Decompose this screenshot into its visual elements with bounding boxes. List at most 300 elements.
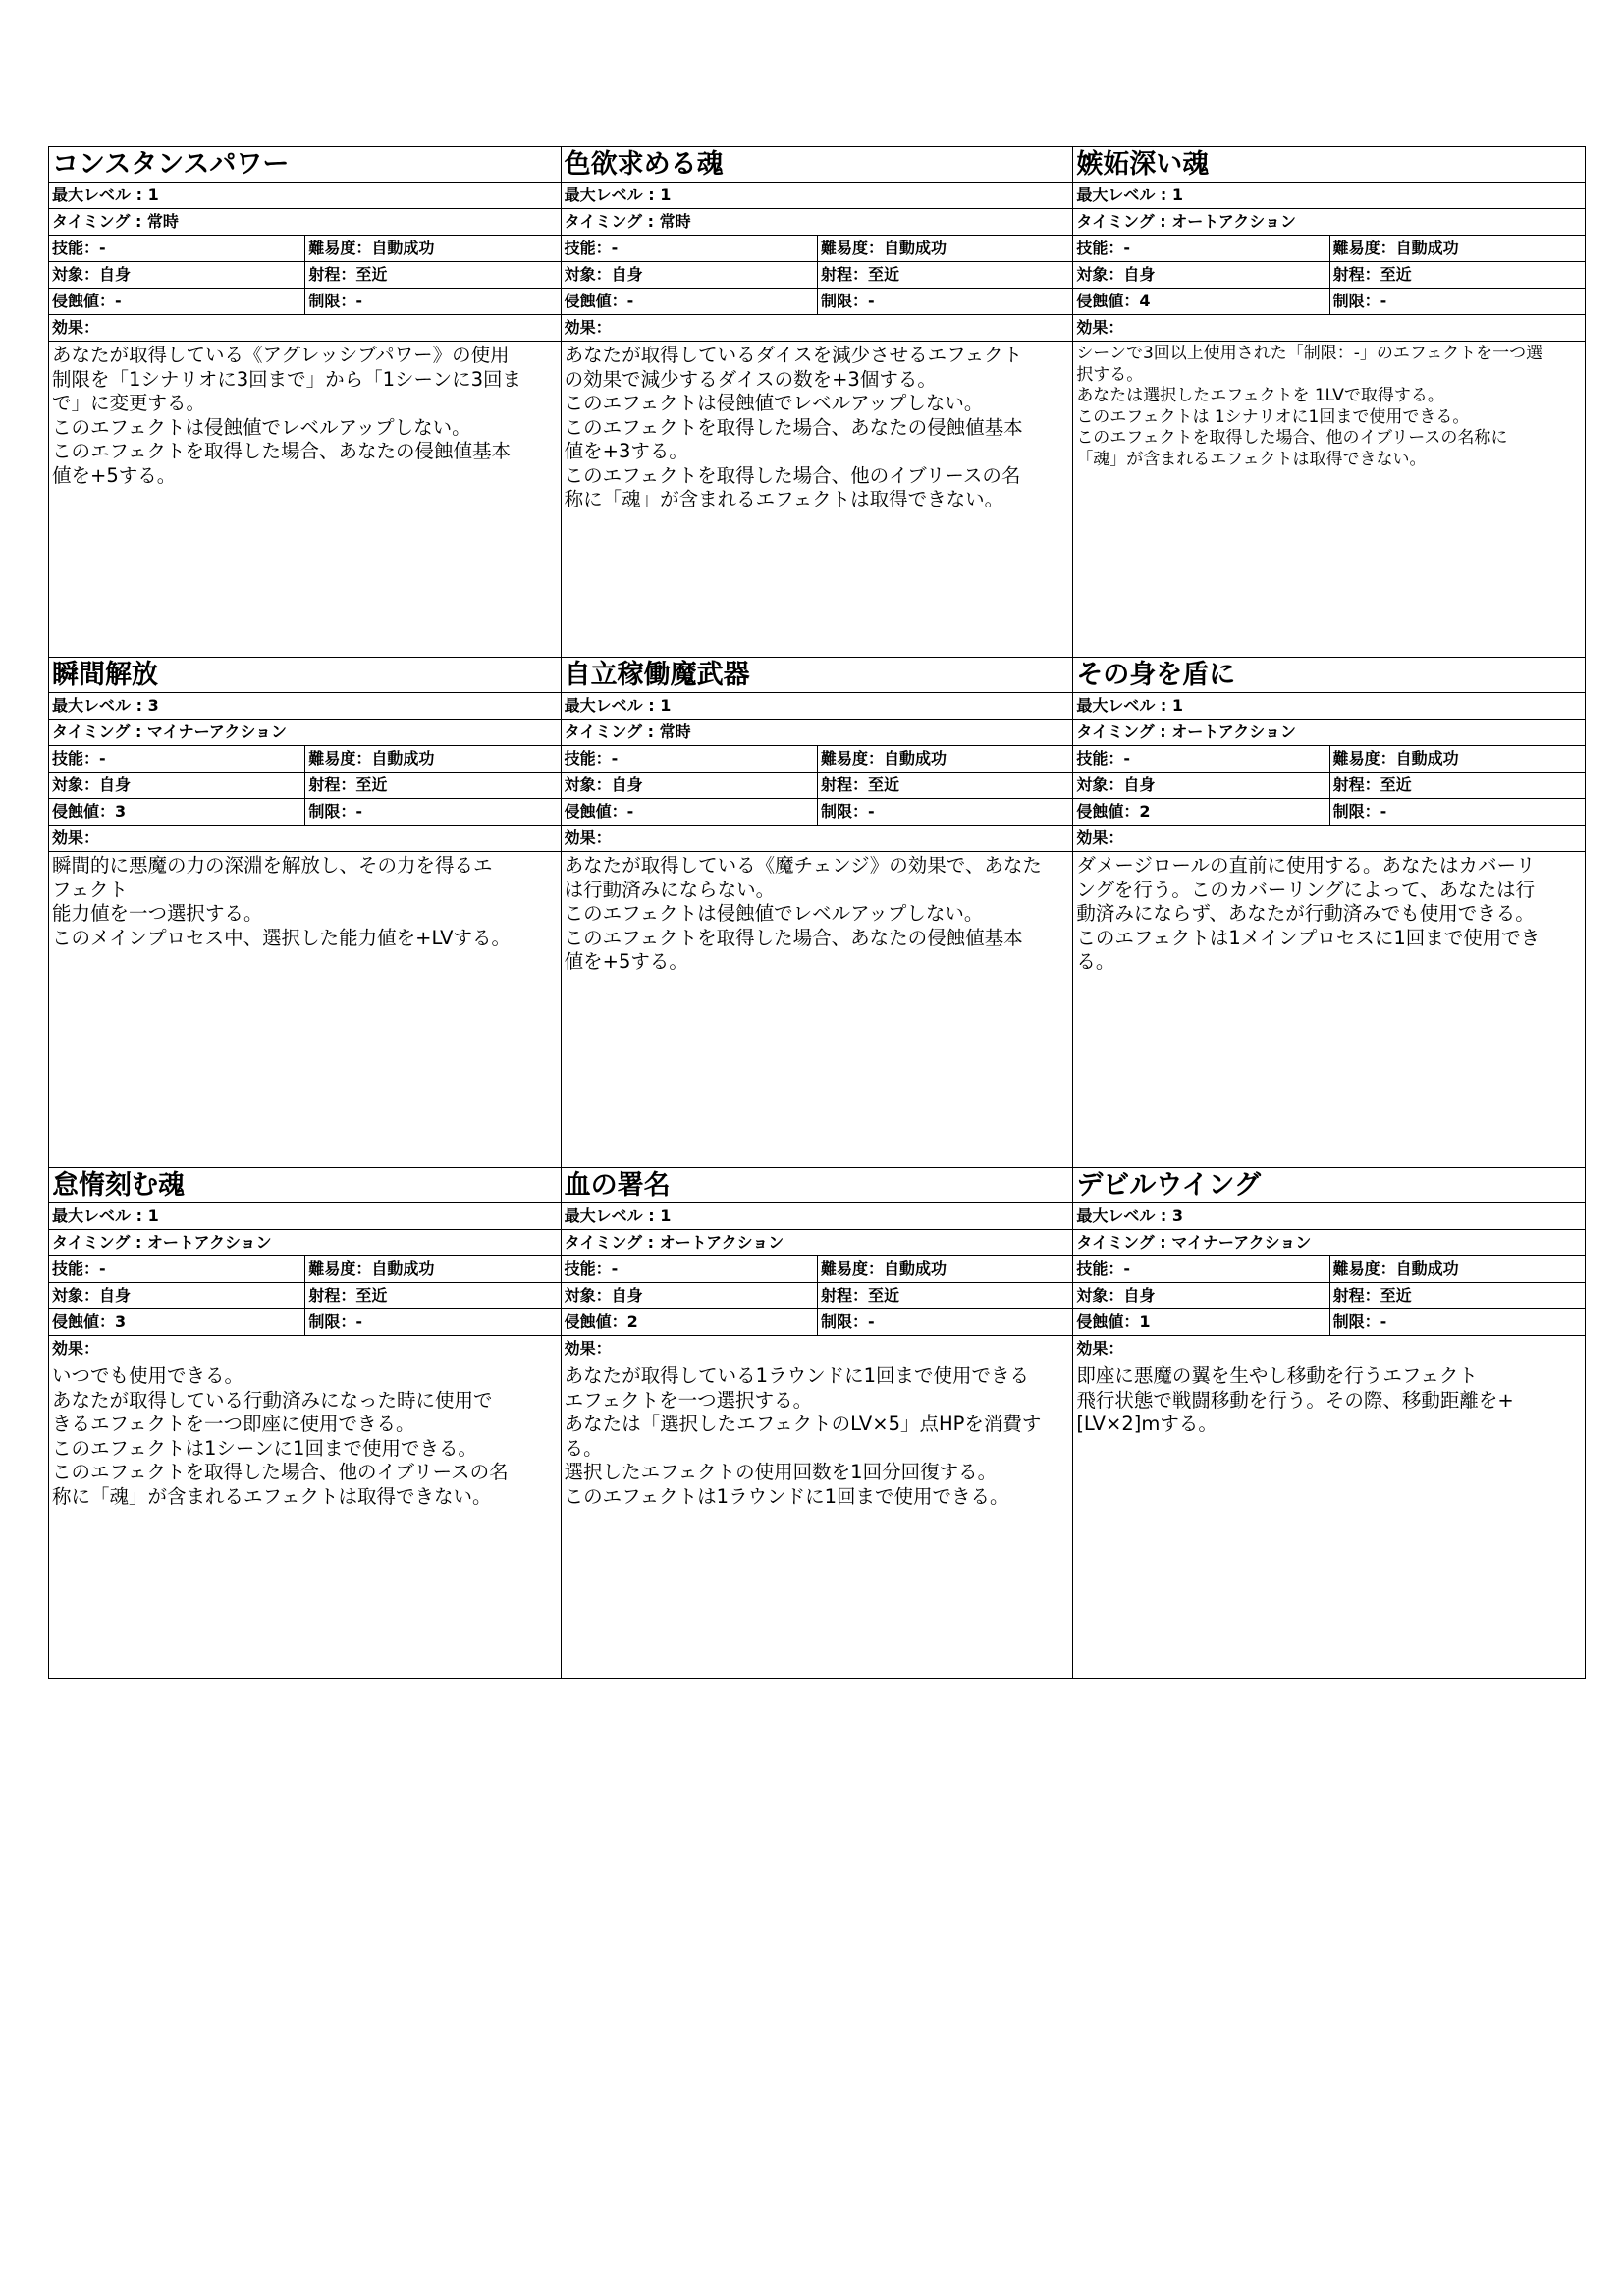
difficulty [817, 746, 1072, 772]
card-row [49, 658, 1586, 1168]
effect-line: 値を+3する。 [564, 440, 688, 462]
difficulty [817, 236, 1072, 261]
skill-row [562, 236, 1073, 262]
difficulty-label: 難易度： [820, 749, 884, 768]
range-label: 射程： [308, 1286, 356, 1305]
target-row [1073, 262, 1585, 289]
difficulty-label: 難易度： [1332, 1259, 1396, 1278]
erosion-label: 侵蝕値： [1076, 802, 1140, 821]
effect-line: の効果で減少するダイスの数を+3個する。 [564, 367, 937, 391]
erosion-value: 3 [115, 1312, 127, 1331]
target-value: 自身 [99, 775, 132, 794]
limit-label: 制限： [308, 1312, 356, 1331]
range-label: 射程： [308, 775, 356, 794]
effect-description [562, 852, 1073, 1167]
limit-value: - [1380, 802, 1387, 821]
limit-label: 制限： [820, 1312, 868, 1331]
effect-title: 嫉妬深い魂 [1073, 147, 1585, 183]
range-label: 射程： [1332, 1286, 1380, 1305]
erosion-label: 侵蝕値： [1076, 292, 1140, 310]
timing-label: タイミング [52, 212, 131, 231]
max-level-label: 最大レベル [52, 696, 132, 715]
erosion [49, 289, 304, 314]
effect-line: 制限を「1シナリオに3回まで」から「1シーンに3回ま [52, 367, 522, 391]
erosion-row [49, 799, 561, 826]
effect-line: フェクト [52, 878, 129, 901]
timing-row: タイミング : オートアクション [1073, 720, 1585, 746]
target [562, 262, 817, 288]
skill [49, 1256, 304, 1282]
max-level-label: 最大レベル [1076, 1206, 1156, 1225]
effect-title: コンスタンスパワー [49, 147, 561, 183]
effect-card [1073, 1168, 1586, 1679]
effect-card [49, 658, 562, 1168]
target-label: 対象： [564, 775, 612, 794]
skill [1073, 1256, 1328, 1282]
target-value: 自身 [99, 265, 132, 284]
limit [1329, 799, 1585, 825]
effect-description [49, 342, 561, 657]
target [1073, 773, 1328, 798]
difficulty-label: 難易度： [1332, 749, 1396, 768]
limit-label: 制限： [308, 292, 356, 310]
effect-line: このエフェクトは侵蝕値でレベルアップしない。 [564, 392, 984, 414]
effect-title: デビルウイング [1073, 1168, 1585, 1203]
limit-value: - [868, 1312, 875, 1331]
erosion [1073, 289, 1328, 314]
limit-value: - [868, 292, 875, 310]
skill [49, 236, 304, 261]
difficulty-value: 自動成功 [1395, 749, 1459, 768]
range-value: 至近 [868, 265, 900, 284]
skill-label: 技能： [564, 749, 612, 768]
skill-row [562, 746, 1073, 773]
target-value: 自身 [1123, 265, 1156, 284]
erosion-row [562, 799, 1073, 826]
effect-line: シーンで3回以上使用された「制限：-」のエフェクトを一つ選 [1076, 344, 1543, 363]
effect-line: 択する。 [1076, 364, 1144, 385]
range-value: 至近 [868, 1286, 900, 1305]
range-value: 至近 [355, 775, 388, 794]
erosion [49, 799, 304, 825]
effect-description [562, 1362, 1073, 1678]
range [1329, 262, 1585, 288]
timing-value: マイナーアクション [146, 722, 288, 741]
effect-line: あなたは選択したエフェクトを 1LVで取得する。 [1076, 386, 1444, 405]
limit [817, 289, 1072, 314]
target [49, 262, 304, 288]
effect-line: このエフェクトを取得した場合、他のイブリースの名 [564, 463, 1021, 487]
range [304, 262, 560, 288]
target [562, 773, 817, 798]
effect-line: このエフェクトは1メインプロセスに1回まで使用でき [1076, 926, 1541, 949]
target-label: 対象： [52, 265, 100, 284]
timing-label: タイミング [564, 212, 643, 231]
skill-value: - [99, 1259, 106, 1278]
max-level-value: 1 [1171, 186, 1184, 204]
effect-line: あなたが取得している《魔チェンジ》の効果で、あなた [564, 854, 1042, 877]
limit [304, 289, 560, 314]
effect-label: 効果： [49, 826, 561, 852]
skill [1073, 236, 1328, 261]
effect-card-sheet [48, 146, 1586, 1679]
range-label: 射程： [1332, 265, 1380, 284]
erosion-value: 4 [1139, 292, 1151, 310]
difficulty-value: 自動成功 [884, 239, 947, 257]
max-level-row: 最大レベル : 3 [49, 693, 561, 720]
difficulty-value: 自動成功 [371, 1259, 435, 1278]
difficulty-label: 難易度： [308, 239, 372, 257]
timing-value: オートアクション [1171, 722, 1296, 741]
effect-line: このエフェクトを取得した場合、他のイブリースの名称に [1076, 428, 1508, 448]
effect-title: 血の署名 [562, 1168, 1073, 1203]
difficulty [817, 1256, 1072, 1282]
effect-line: る。 [1076, 950, 1115, 973]
target-label: 対象： [52, 1286, 100, 1305]
skill-row [562, 1256, 1073, 1283]
max-level-label: 最大レベル [52, 1206, 132, 1225]
max-level-row: 最大レベル : 1 [49, 183, 561, 209]
effect-line: 値を+5する。 [52, 463, 177, 487]
erosion-row [1073, 799, 1585, 826]
skill [562, 746, 817, 772]
range-value: 至近 [355, 1286, 388, 1305]
erosion-value: 1 [1139, 1312, 1151, 1331]
target-value: 自身 [1123, 775, 1156, 794]
timing-label: タイミング [52, 1233, 131, 1252]
max-level-label: 最大レベル [1076, 696, 1156, 715]
skill [49, 746, 304, 772]
skill [562, 236, 817, 261]
timing-value: オートアクション [1171, 212, 1296, 231]
range [817, 262, 1072, 288]
effect-card [562, 147, 1074, 658]
erosion-row [1073, 289, 1585, 315]
card-row [49, 1168, 1586, 1679]
target-label: 対象： [564, 265, 612, 284]
effect-line: このエフェクトを取得した場合、あなたの侵蝕値基本 [564, 926, 1023, 949]
timing-value: 常時 [659, 722, 691, 741]
effect-line: 称に「魂」が含まれるエフェクトは取得できない。 [564, 488, 1004, 510]
effect-title: 自立稼働魔武器 [562, 658, 1073, 693]
skill-value: - [99, 749, 106, 768]
timing-row: タイミング : 常時 [49, 209, 561, 236]
max-level-row: 最大レベル : 1 [49, 1203, 561, 1230]
effect-title: 色欲求める魂 [562, 147, 1073, 183]
timing-label: タイミング [1076, 722, 1155, 741]
erosion-value: 2 [626, 1312, 638, 1331]
timing-row: タイミング : 常時 [562, 209, 1073, 236]
effect-line: このエフェクトは1シーンに1回まで使用できる。 [52, 1436, 477, 1460]
range [1329, 773, 1585, 798]
card-row [49, 147, 1586, 658]
timing-row: タイミング : オートアクション [49, 1230, 561, 1256]
effect-card [49, 1168, 562, 1679]
skill-value: - [1123, 749, 1130, 768]
limit-label: 制限： [1332, 292, 1380, 310]
max-level-row: 最大レベル : 1 [1073, 183, 1585, 209]
limit-label: 制限： [1332, 1312, 1380, 1331]
timing-row: タイミング : オートアクション [1073, 209, 1585, 236]
skill-value: - [1123, 1259, 1130, 1278]
erosion [562, 799, 817, 825]
erosion-value: 3 [115, 802, 127, 821]
skill-label: 技能： [52, 749, 100, 768]
effect-line: いつでも使用できる。 [52, 1364, 244, 1387]
erosion-label: 侵蝕値： [52, 802, 116, 821]
skill-value: - [1123, 239, 1130, 257]
skill-value: - [611, 239, 619, 257]
limit-value: - [1380, 1312, 1387, 1331]
timing-value: オートアクション [659, 1233, 784, 1252]
effect-card [49, 147, 562, 658]
max-level-value: 3 [1171, 1206, 1184, 1225]
limit [817, 1309, 1072, 1335]
effect-line: ングを行う。このカバーリングによって、あなたは行 [1076, 878, 1536, 901]
skill-value: - [611, 749, 619, 768]
max-level-row: 最大レベル : 3 [1073, 1203, 1585, 1230]
max-level-value: 1 [147, 1206, 159, 1225]
range-value: 至近 [1380, 1286, 1412, 1305]
skill-label: 技能： [564, 1259, 612, 1278]
effect-description [1073, 852, 1585, 1167]
effect-line: きるエフェクトを一つ即座に使用できる。 [52, 1413, 415, 1435]
difficulty-value: 自動成功 [884, 1259, 947, 1278]
erosion-label: 侵蝕値： [52, 292, 116, 310]
timing-value: 常時 [659, 212, 691, 231]
target-value: 自身 [1123, 1286, 1156, 1305]
effect-line: このエフェクトは侵蝕値でレベルアップしない。 [52, 415, 471, 439]
erosion-value: 2 [1139, 802, 1151, 821]
effect-line: 即座に悪魔の翼を生やし移動を行うエフェクト [1076, 1364, 1478, 1387]
erosion-value: - [626, 292, 634, 310]
target [1073, 262, 1328, 288]
effect-description [562, 342, 1073, 657]
max-level-value: 1 [660, 1206, 672, 1225]
effect-card [562, 1168, 1074, 1679]
limit [1329, 1309, 1585, 1335]
effect-label: 効果： [562, 826, 1073, 852]
limit-value: - [1380, 292, 1387, 310]
effect-line: このエフェクトは 1シナリオに1回まで使用できる。 [1076, 406, 1470, 427]
range [304, 773, 560, 798]
target-row [49, 773, 561, 799]
max-level-label: 最大レベル [564, 1206, 643, 1225]
effect-card [1073, 658, 1586, 1168]
erosion [1073, 1309, 1328, 1335]
difficulty-label: 難易度： [308, 749, 372, 768]
skill [1073, 746, 1328, 772]
range-label: 射程： [308, 265, 356, 284]
erosion-label: 侵蝕値： [564, 292, 627, 310]
target-row [1073, 1283, 1585, 1309]
skill-row [1073, 746, 1585, 773]
effect-line: このエフェクトを取得した場合、あなたの侵蝕値基本 [564, 415, 1023, 439]
limit-value: - [355, 1312, 362, 1331]
target-label: 対象： [52, 775, 100, 794]
limit-label: 制限： [820, 802, 868, 821]
timing-value: 常時 [146, 212, 179, 231]
erosion-value: - [115, 292, 122, 310]
effect-line: あなたは「選択したエフェクトのLV×5」点HPを消費す [564, 1413, 1042, 1435]
effect-description [49, 1362, 561, 1678]
difficulty [304, 1256, 560, 1282]
range-value: 至近 [355, 265, 388, 284]
skill [562, 1256, 817, 1282]
target [49, 1283, 304, 1308]
timing-row: タイミング : マイナーアクション [1073, 1230, 1585, 1256]
limit [304, 1309, 560, 1335]
effect-line: エフェクトを一つ選択する。 [564, 1388, 813, 1412]
effect-title: 瞬間解放 [49, 658, 561, 693]
skill-label: 技能： [1076, 1259, 1124, 1278]
effect-line: あなたが取得している行動済みになった時に使用で [52, 1388, 493, 1412]
effect-label: 効果： [49, 315, 561, 342]
difficulty [1329, 1256, 1585, 1282]
effect-line: [LV×2]mする。 [1076, 1413, 1217, 1435]
erosion [562, 1309, 817, 1335]
difficulty-value: 自動成功 [371, 239, 435, 257]
max-level-value: 1 [660, 186, 672, 204]
skill-label: 技能： [1076, 749, 1124, 768]
skill-row [49, 1256, 561, 1283]
effect-line: 能力値を一つ選択する。 [52, 902, 263, 925]
target-row [1073, 773, 1585, 799]
effect-line: で」に変更する。 [52, 392, 206, 414]
effect-card [1073, 147, 1586, 658]
target-label: 対象： [1076, 1286, 1124, 1305]
effect-label: 効果： [562, 315, 1073, 342]
range-value: 至近 [868, 775, 900, 794]
difficulty-value: 自動成功 [884, 749, 947, 768]
effect-line: このメインプロセス中、選択した能力値を+LVする。 [52, 926, 512, 949]
difficulty-label: 難易度： [820, 239, 884, 257]
limit [1329, 289, 1585, 314]
range [817, 773, 1072, 798]
effect-line: このエフェクトは1ラウンドに1回まで使用できる。 [564, 1484, 1009, 1508]
difficulty [1329, 746, 1585, 772]
limit [817, 799, 1072, 825]
range-value: 至近 [1380, 265, 1412, 284]
max-level-row: 最大レベル : 1 [562, 183, 1073, 209]
difficulty-value: 自動成功 [371, 749, 435, 768]
target [1073, 1283, 1328, 1308]
effect-line: 飛行状態で戦闘移動を行う。その際、移動距離を+ [1076, 1388, 1514, 1412]
range-label: 射程： [820, 775, 868, 794]
skill-value: - [611, 1259, 619, 1278]
target-label: 対象： [564, 1286, 612, 1305]
effect-line: 動済みにならず、あなたが行動済みでも使用できる。 [1076, 902, 1535, 925]
max-level-label: 最大レベル [564, 696, 643, 715]
difficulty-value: 自動成功 [1395, 239, 1459, 257]
timing-label: タイミング [564, 1233, 643, 1252]
range-label: 射程： [1332, 775, 1380, 794]
max-level-label: 最大レベル [564, 186, 643, 204]
effect-label: 効果： [1073, 315, 1585, 342]
timing-row: タイミング : オートアクション [562, 1230, 1073, 1256]
effect-card [562, 658, 1074, 1168]
effect-line: 「魂」が含まれるエフェクトは取得できない。 [1076, 449, 1427, 469]
timing-label: タイミング [564, 722, 643, 741]
max-level-row: 最大レベル : 1 [562, 1203, 1073, 1230]
timing-label: タイミング [1076, 1233, 1155, 1252]
timing-row: タイミング : 常時 [562, 720, 1073, 746]
erosion-row [1073, 1309, 1585, 1336]
difficulty-label: 難易度： [820, 1259, 884, 1278]
skill-row [49, 746, 561, 773]
skill-value: - [99, 239, 106, 257]
effect-title: 怠惰刻む魂 [49, 1168, 561, 1203]
skill-row [1073, 236, 1585, 262]
range-label: 射程： [820, 1286, 868, 1305]
limit [304, 799, 560, 825]
effect-line: 値を+5する。 [564, 950, 688, 973]
erosion [1073, 799, 1328, 825]
effect-label: 効果： [1073, 1336, 1585, 1362]
target-row [562, 773, 1073, 799]
target-label: 対象： [1076, 265, 1124, 284]
target-row [49, 262, 561, 289]
effect-line: あなたが取得している《アグレッシブパワー》の使用 [52, 344, 510, 366]
max-level-value: 1 [660, 696, 672, 715]
max-level-value: 3 [147, 696, 159, 715]
range [1329, 1283, 1585, 1308]
erosion-row [49, 1309, 561, 1336]
erosion-row [49, 289, 561, 315]
target-row [562, 262, 1073, 289]
effect-line: このエフェクトは侵蝕値でレベルアップしない。 [564, 902, 984, 925]
effect-label: 効果： [562, 1336, 1073, 1362]
skill-label: 技能： [1076, 239, 1124, 257]
effect-line: あなたが取得しているダイスを減少させるエフェクト [564, 344, 1023, 366]
timing-row: タイミング : マイナーアクション [49, 720, 561, 746]
limit-value: - [355, 802, 362, 821]
skill-label: 技能： [564, 239, 612, 257]
timing-label: タイミング [1076, 212, 1155, 231]
target-row [562, 1283, 1073, 1309]
timing-value: オートアクション [146, 1233, 272, 1252]
skill-row [1073, 1256, 1585, 1283]
max-level-row: 最大レベル : 1 [562, 693, 1073, 720]
erosion [562, 289, 817, 314]
target-value: 自身 [611, 775, 643, 794]
difficulty-label: 難易度： [308, 1259, 372, 1278]
range [817, 1283, 1072, 1308]
difficulty [304, 236, 560, 261]
erosion [49, 1309, 304, 1335]
effect-line: 称に「魂」が含まれるエフェクトは取得できない。 [52, 1484, 492, 1508]
range-label: 射程： [820, 265, 868, 284]
erosion-row [562, 289, 1073, 315]
target-row [49, 1283, 561, 1309]
effect-line: 瞬間的に悪魔の力の深淵を解放し、その力を得るエ [52, 854, 493, 877]
skill-row [49, 236, 561, 262]
effect-line: は行動済みにならない。 [564, 878, 776, 901]
target [49, 773, 304, 798]
effect-line: 選択したエフェクトの使用回数を1回分回復する。 [564, 1461, 998, 1483]
limit-value: - [868, 802, 875, 821]
range-value: 至近 [1380, 775, 1412, 794]
max-level-value: 1 [1171, 696, 1184, 715]
target [562, 1283, 817, 1308]
difficulty-label: 難易度： [1332, 239, 1396, 257]
limit-label: 制限： [308, 802, 356, 821]
effect-description [1073, 342, 1585, 657]
effect-title: その身を盾に [1073, 658, 1585, 693]
difficulty-value: 自動成功 [1395, 1259, 1459, 1278]
erosion-label: 侵蝕値： [1076, 1312, 1140, 1331]
difficulty [304, 746, 560, 772]
